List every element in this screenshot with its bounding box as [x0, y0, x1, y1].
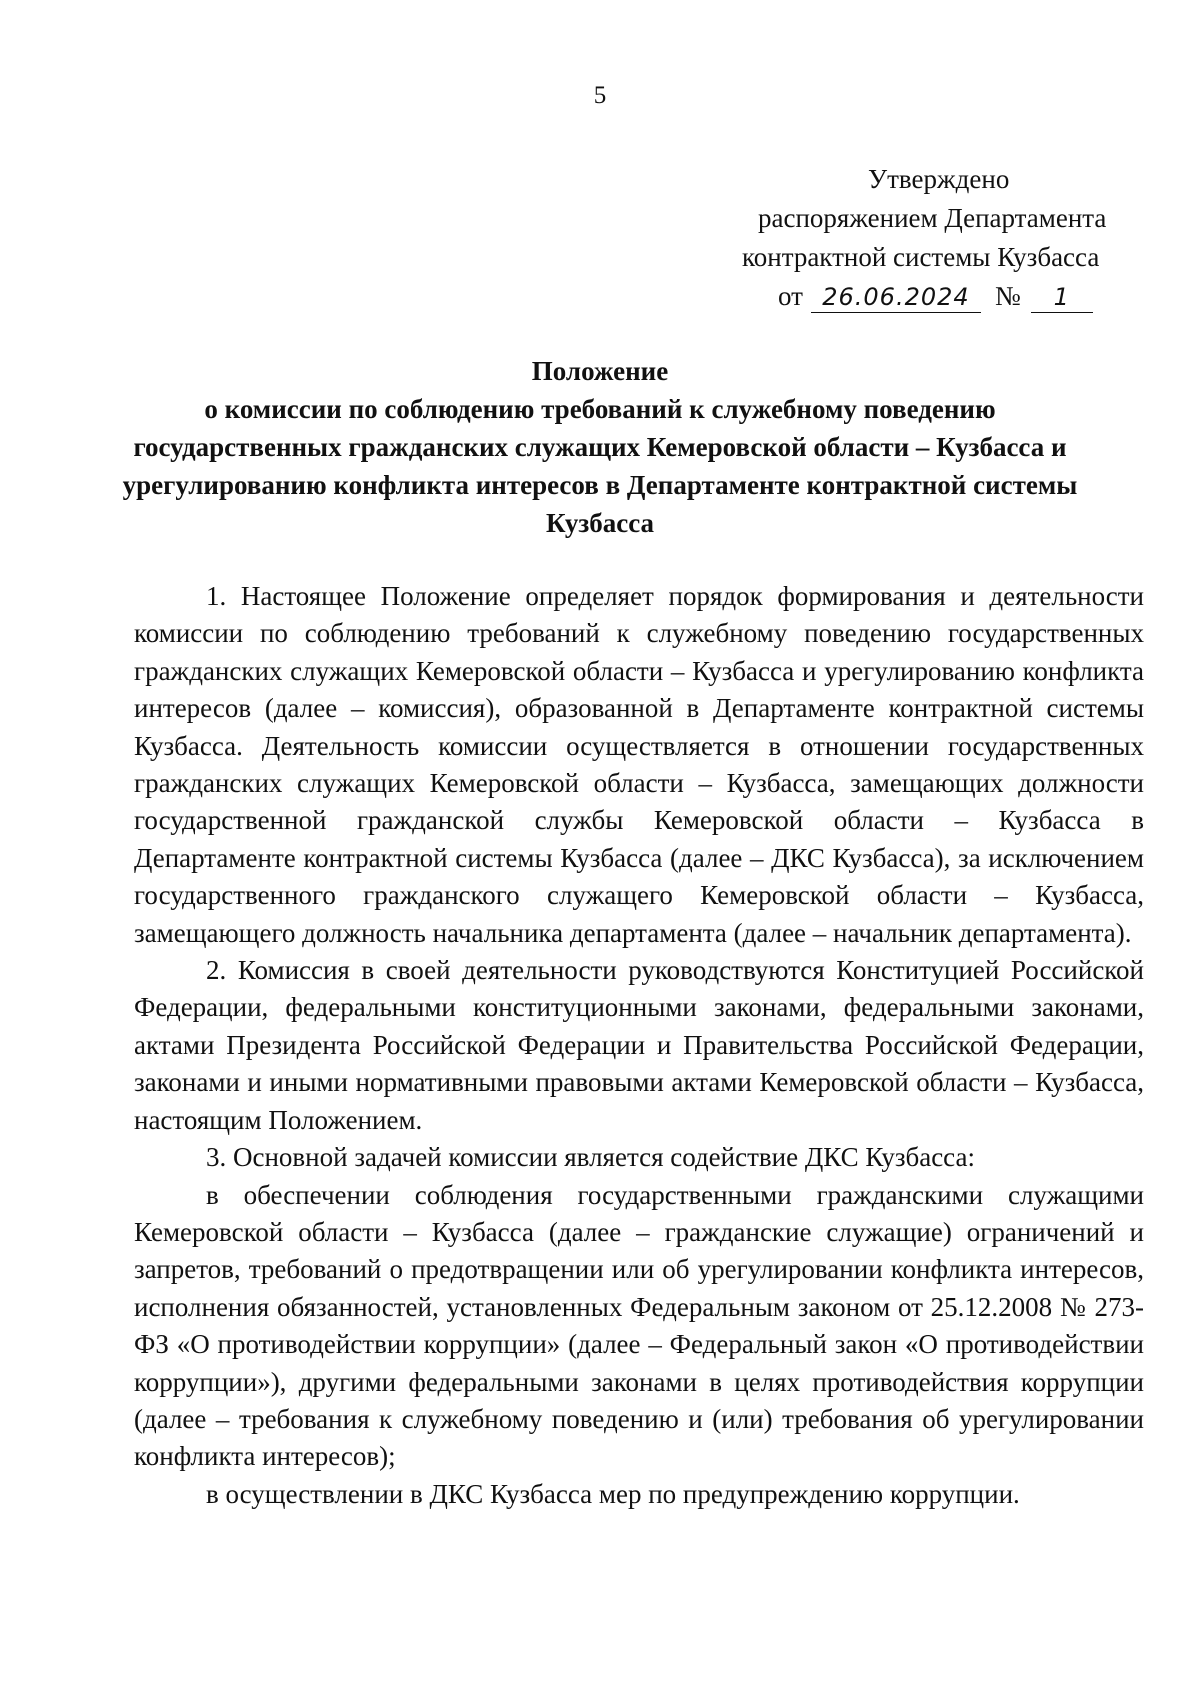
document-body: [134, 578, 1144, 1513]
paragraph-3-item-2: в осуществлении в ДКС Кузбасса мер по предупреждению коррупции.: [206, 1478, 1020, 1509]
title-line-2: государственных гражданских служащих Кемеровской области – Кузбасса и: [133, 432, 1067, 462]
date-prefix: от: [778, 281, 803, 311]
page-number: 5: [593, 82, 607, 109]
number-sign: №: [994, 281, 1021, 311]
handwritten-number: 1: [1031, 282, 1093, 313]
title-line-3: урегулированию конфликта интересов в Департаменте контрактной системы: [122, 470, 1078, 500]
document-title: [120, 352, 1080, 542]
approval-line-order: распоряжением Департамента: [758, 203, 1107, 233]
paragraph-3: 3. Основной задачей комиссии является содействие ДКС Кузбасса:: [206, 1142, 975, 1173]
paragraph-2: 2. Комиссия в своей деятельности руководствуются Конституцией Российской Федерации, федеральными конституционными законами, федеральными законами, актами Президента Российской Федерации и Правительства Российской Федерации, законами и иными нормативными правовыми актами Кемеровской области – Кузбасса, настоящим Положением.: [134, 955, 1144, 1135]
approval-date-number-line: [730, 277, 1130, 316]
title-line-1: о комиссии по соблюдению требований к служебному поведению: [204, 394, 996, 424]
title-heading: Положение: [531, 356, 669, 386]
paragraph-3-item-1: в обеспечении соблюдения государственными гражданскими служащими Кемеровской области – Кузбасса (далее – гражданские служащие) ограничений и запретов, требований о предотвращении или об урегулировании конфликта интересов, исполнения обязанностей, установленных Федеральным законом от 25.12.2008 № 273-ФЗ «О противодействии коррупции» (далее – Федеральный закон «О противодействии коррупции»), другими федеральными законами в целях противодействия коррупции (далее – требования к служебному поведению и (или) требования об урегулировании конфликта интересов);: [134, 1179, 1144, 1472]
approval-line-approved: Утверждено: [868, 164, 1010, 194]
title-line-4: Кузбасса: [545, 508, 655, 538]
approval-line-department: контрактной системы Кузбасса: [742, 242, 1100, 272]
approval-stamp-block: [730, 160, 1130, 316]
handwritten-date: 26.06.2024: [811, 282, 981, 313]
paragraph-1: 1. Настоящее Положение определяет порядок формирования и деятельности комиссии по соблюдению требований к служебному поведению государственных гражданских служащих Кемеровской области – Кузбасса и урегулированию конфликта интересов (далее – комиссия), образованной в Департаменте контрактной системы Кузбасса. Деятельность комиссии осуществляется в отношении государственных гражданских служащих Кемеровской области – Кузбасса, замещающих должности государственной гражданской службы Кемеровской области – Кузбасса в Департаменте контрактной системы Кузбасса (далее – ДКС Кузбасса), за исключением государственного гражданского служащего Кемеровской области – Кузбасса, замещающего должность начальника департамента (далее – начальник департамента).: [134, 581, 1144, 948]
